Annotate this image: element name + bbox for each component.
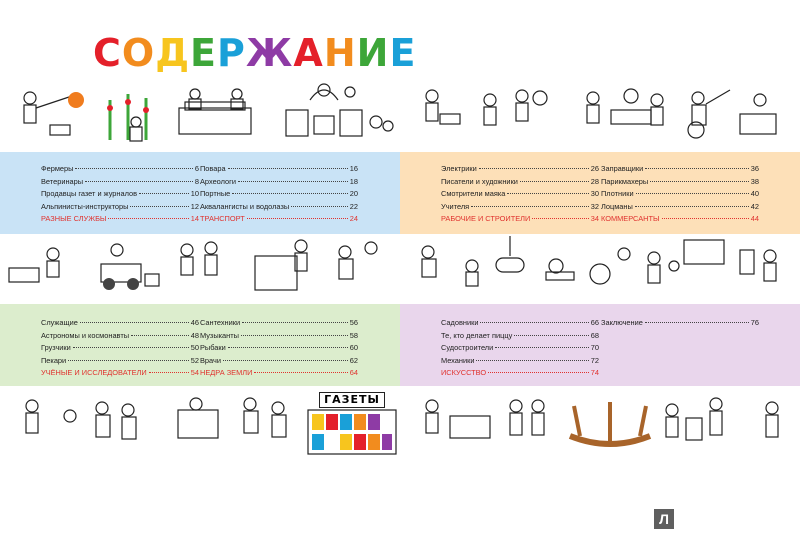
toc-entry[interactable]: [441, 177, 599, 190]
toc-entry-label: Парикмахеры: [601, 176, 649, 186]
toc-page-number: 72: [590, 355, 599, 365]
toc-column: [200, 318, 358, 381]
toc-page-number: 40: [750, 189, 759, 199]
dot-leader: [495, 347, 589, 348]
toc-page-number: 54: [190, 368, 199, 378]
toc-entry[interactable]: [200, 331, 358, 344]
toc-column: [200, 164, 358, 227]
dot-leader: [238, 181, 348, 182]
toc-entry-label: КОММЕРСАНТЫ: [601, 214, 660, 224]
toc-entry[interactable]: [41, 189, 199, 202]
toc-entry-label: НЕДРА ЗЕМЛИ: [200, 368, 253, 378]
toc-entry-label: Музыканты: [200, 330, 239, 340]
toc-entry-label: РАЗНЫЕ СЛУЖБЫ: [41, 214, 107, 224]
toc-entry[interactable]: [41, 343, 199, 356]
dot-leader: [480, 322, 588, 323]
toc-page-number: 18: [349, 176, 358, 186]
barbers-illustration: [575, 86, 675, 146]
publisher-logo: Л: [654, 509, 674, 529]
toc-entry[interactable]: [41, 177, 199, 190]
dot-leader: [291, 206, 348, 207]
toc-entry-label: Лоцманы: [601, 201, 633, 211]
toc-entry-label: Грузчики: [41, 343, 71, 353]
toc-page-number: 30: [590, 189, 599, 199]
toc-entry-label: Продавцы газет и журналов: [41, 189, 138, 199]
dot-leader: [520, 181, 589, 182]
dot-leader: [75, 168, 192, 169]
toc-page-number: 68: [590, 330, 599, 340]
toc-entry-label: Повара: [200, 164, 226, 173]
toc-page-number: 62: [349, 355, 358, 365]
transport-illustration: [5, 240, 165, 298]
toc-page-number: 56: [349, 318, 358, 327]
toc-page-number: 10: [190, 189, 199, 199]
teachers-illustration: [680, 86, 790, 146]
toc-entry[interactable]: [441, 356, 599, 369]
title-letter: А: [293, 31, 324, 75]
toc-entry[interactable]: [441, 331, 599, 344]
toc-entry[interactable]: [41, 202, 199, 215]
toc-column: [601, 318, 759, 331]
title-letter: О: [121, 31, 156, 75]
toc-entry[interactable]: [200, 356, 358, 369]
toc-entry[interactable]: [41, 164, 199, 177]
toc-entry-label: Альпинисты-инструкторы: [41, 201, 129, 211]
toc-entry-label: Пекари: [41, 355, 67, 365]
toc-entry[interactable]: [601, 318, 759, 331]
dot-leader: [85, 181, 193, 182]
farmers-illustration: [10, 80, 170, 145]
plumbers-illustration: [10, 396, 300, 456]
toc-page-number: 66: [590, 318, 599, 327]
title-letter: Д: [155, 31, 191, 75]
toc-entry-label: ТРАНСПОРТ: [200, 214, 245, 224]
toc-entry[interactable]: [200, 177, 358, 190]
title-letter: Н: [323, 31, 357, 75]
toc-page-number: 48: [190, 330, 199, 340]
toc-page-number: 22: [349, 201, 358, 211]
dot-leader: [645, 322, 749, 323]
dot-leader: [228, 168, 348, 169]
toc-entry-label: Учителя: [441, 201, 470, 211]
toc-page-number: 32: [590, 201, 599, 211]
toc-entry-label: УЧЁНЫЕ И ИССЛЕДОВАТЕЛИ: [41, 368, 147, 378]
dot-leader: [479, 168, 589, 169]
dot-leader: [650, 181, 749, 182]
toc-page-number: 34: [590, 214, 599, 224]
toc-page-number: 16: [349, 164, 358, 173]
toc-entry[interactable]: [200, 164, 358, 177]
archaeologists-illustration: [175, 80, 265, 145]
dot-leader: [242, 322, 348, 323]
toc-entry-label: Смотрители маяка: [441, 189, 506, 199]
dot-leader: [108, 218, 188, 219]
commerce-illustration: [410, 236, 640, 298]
toc-page-number: 60: [349, 343, 358, 353]
toc-entry-label: Сантехники: [200, 318, 241, 327]
toc-page-number: 52: [190, 355, 199, 365]
toc-entry-label: ИСКУССТВО: [441, 368, 487, 378]
toc-entry-label: Электрики: [441, 164, 477, 173]
toc-entry-label: Садовники: [441, 318, 479, 327]
toc-section-link[interactable]: [41, 368, 199, 381]
toc-page-number: 50: [190, 343, 199, 353]
dot-leader: [254, 372, 347, 373]
dot-leader: [149, 372, 189, 373]
toc-entry[interactable]: [601, 177, 759, 190]
toc-page-number: 24: [349, 214, 358, 224]
toc-page-number: 44: [750, 214, 759, 224]
toc-entry-label: Аквалангисты и водолазы: [200, 201, 290, 211]
toc-section-link[interactable]: [200, 214, 358, 227]
toc-entry[interactable]: [200, 343, 358, 356]
toc-entry[interactable]: [441, 343, 599, 356]
toc-page-number: 8: [194, 176, 199, 186]
toc-page-number: 70: [590, 343, 599, 353]
toc-entry-label: Писатели и художники: [441, 176, 518, 186]
toc-column: [601, 164, 759, 227]
toc-entry[interactable]: [601, 202, 759, 215]
toc-entry[interactable]: [200, 189, 358, 202]
dot-leader: [241, 335, 348, 336]
toc-entry-label: Археологи: [200, 176, 236, 186]
toc-entry[interactable]: [200, 318, 358, 331]
title-letter: И: [356, 31, 390, 75]
toc-page-number: 76: [750, 318, 759, 327]
dot-leader: [228, 347, 348, 348]
toc-page-number: 26: [590, 164, 599, 173]
toc-page-number: 12: [190, 201, 199, 211]
cooks-illustration: [280, 80, 400, 145]
gardeners-illustration: [410, 396, 790, 456]
newspaper-sign: ГАЗЕТЫ: [319, 392, 385, 408]
toc-entry-label: Фермеры: [41, 164, 74, 173]
toc-entry[interactable]: [601, 164, 759, 177]
newspaper-racks: [306, 408, 398, 456]
toc-page-number: 20: [349, 189, 358, 199]
toc-entry-label: Плотники: [601, 189, 634, 199]
dot-leader: [80, 322, 189, 323]
dot-leader: [476, 360, 588, 361]
dot-leader: [223, 360, 348, 361]
dot-leader: [247, 218, 348, 219]
dot-leader: [507, 193, 588, 194]
electricians-illustration: [410, 86, 560, 146]
toc-column: [41, 164, 199, 227]
toc-entry-label: Врачи: [200, 355, 221, 365]
toc-entry-label: РАБОЧИЕ И СТРОИТЕЛИ: [441, 214, 531, 224]
toc-entry[interactable]: [441, 164, 599, 177]
toc-entry-label: Рыбаки: [200, 343, 226, 353]
dot-leader: [532, 218, 588, 219]
toc-entry[interactable]: [41, 356, 199, 369]
toc-entry[interactable]: [441, 202, 599, 215]
toc-entry-label: Портные: [200, 189, 231, 199]
title-letter: Р: [217, 31, 246, 75]
title-letter: Ж: [245, 31, 294, 75]
toc-page-number: 74: [590, 368, 599, 378]
toc-page-number: 36: [750, 164, 759, 173]
toc-page-number: 6: [194, 164, 199, 173]
toc-entry[interactable]: [441, 189, 599, 202]
toc-page-number: 64: [349, 368, 358, 378]
workers-illustration: [175, 238, 390, 298]
dot-leader: [662, 218, 749, 219]
toc-entry[interactable]: [41, 318, 199, 331]
toc-section-link[interactable]: [441, 368, 599, 381]
dot-leader: [514, 335, 588, 336]
dot-leader: [131, 335, 189, 336]
toc-page-number: 58: [349, 330, 358, 340]
dot-leader: [130, 206, 188, 207]
dot-leader: [68, 360, 189, 361]
toc-section-link[interactable]: [441, 214, 599, 227]
dot-leader: [139, 193, 189, 194]
toc-entry-label: Ветеринары: [41, 176, 84, 186]
dot-leader: [645, 168, 748, 169]
dot-leader: [635, 206, 749, 207]
title-letter: Е: [389, 31, 417, 75]
toc-section-link[interactable]: [41, 214, 199, 227]
toc-column: [441, 318, 599, 381]
toc-entry[interactable]: [200, 202, 358, 215]
toc-page-number: 28: [590, 176, 599, 186]
title-letter: Е: [190, 31, 218, 75]
toc-section-link[interactable]: [200, 368, 358, 381]
toc-page-number: 46: [190, 318, 199, 327]
toc-entry-label: Судостроители: [441, 343, 494, 353]
dot-leader: [636, 193, 749, 194]
dot-leader: [232, 193, 348, 194]
newspaper-stand-illustration: [306, 392, 398, 454]
toc-section-link[interactable]: [601, 214, 759, 227]
page-title: [93, 31, 417, 75]
toc-column: [441, 164, 599, 227]
toc-entry-label: Механики: [441, 355, 475, 365]
toc-entry[interactable]: [441, 318, 599, 331]
toc-entry-label: Заключение: [601, 318, 643, 327]
toc-page-number: 42: [750, 201, 759, 211]
toc-page-number: 38: [750, 176, 759, 186]
dot-leader: [488, 372, 589, 373]
scientists-illustration: [640, 236, 790, 298]
blackboard-word: СЛоН: [690, 248, 714, 258]
toc-entry[interactable]: [41, 331, 199, 344]
toc-column: [41, 318, 199, 381]
toc-entry[interactable]: [601, 189, 759, 202]
toc-entry-label: Заправщики: [601, 164, 644, 173]
toc-page-number: 14: [190, 214, 199, 224]
title-letter: С: [93, 31, 122, 75]
toc-entry-label: Астрономы и космонавты: [41, 330, 130, 340]
toc-entry-label: Те, кто делает пиццу: [441, 330, 513, 340]
toc-entry-label: Служащие: [41, 318, 78, 327]
dot-leader: [471, 206, 589, 207]
dot-leader: [73, 347, 189, 348]
